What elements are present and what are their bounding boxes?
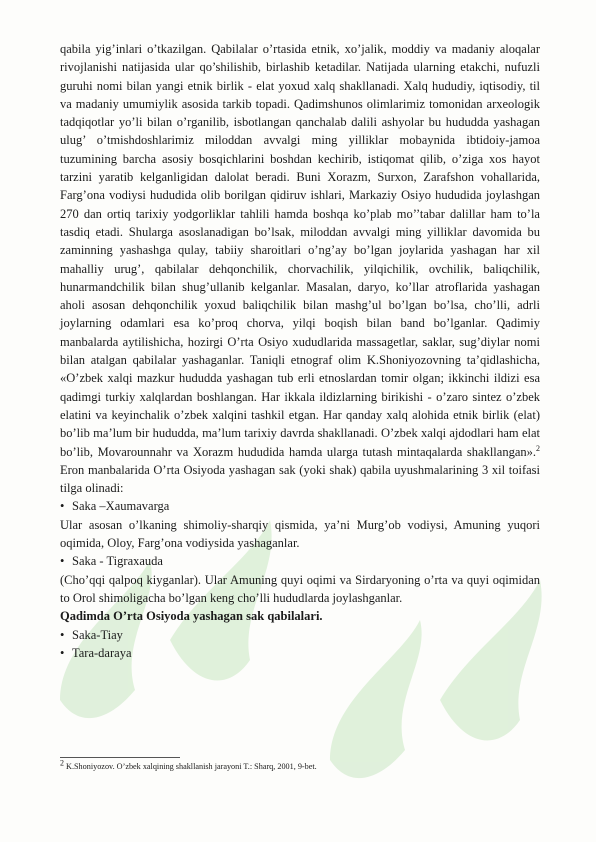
- list-item-text: Tara-daraya: [72, 645, 132, 660]
- paragraph-main-text: qabila yig’inlari o’tkazilgan. Qabilalar o’rtasida etnik, xo’jalik, moddiy va madaniy aloqalar rivojlanishi natijasida ular qo’shilishib, birlashib ketadilar. Natijada ularning etakchi, nufuzli guruhi nomi bilan yangi etnik birlik - elat yoxud xalq shakllanadi. Xalq hududiy, iqtisodiy, til va madaniy umumiylik asosida tarkib topadi. Qadimshunos olimlarimiz tomonidan arxeologik tadqiqotlar yo’li bilan o’rganilib, isbotlangan qanchalab dalili ashyolar bu hududda yashagan ulug’ o’tmishdoshlarimiz miloddan avvalgi ming yilliklar mobaynida ibtidoiy-jamoa tuzumining barcha asosiy bosqichlarini boshdan kechirib, istiqomat qilib, o’ziga xos hayot tarzini yaratib kelganligidan dalolat beradi. Buni Xorazm, Surxon, Zarafshon vohallarida, Farg’ona vodiysi hududida olib borilgan qidiruv ishlari, Markaziy Osiyo hududida joylashgan 270 dan ortiq tarixiy yodgorliklar tahlili hamda boshqa ko’plab mo’’tabar dalillar ham to’la tasdiq etadi. Shularga asoslanadigan bo’lsak, miloddan avvalgi ming yilliklar davomida bu zaminning yashashga qulay, tabiiy sharoitlari o’ng’ay bo’lgan joylarida yashagan har xil mahalliy urug’, qabilalar dehqonchilik, chorvachilik, yilqichilik, ovchilik, baliqchilik, hunarmandchilik bilan shug’ullanib kelganlar. Masalan, daryo, ko’llar atroflarida yashagan aholi asosan dehqonchilik yoxud baliqchilik bilan mashg’ul bo’lgan bo’lsa, cho’lli, adrli joylarning odamlari esa ko’proq chorva, yilqi boqish bilan band bo’lganlar. Qadimiy manbalarda aytilishicha, hozirgi O’rta Osiyo xududlarida massagetlar, saklar, sug’diylar nomi bilan atalgan qabilalar yashaganlar. Taniqli etnograf olim K.Shoniyozovning ta’qidlashicha, «O’zbek xalqi mazkur hududda yashagan tub erli etnoslardan tomir olgan; ikkinchi ildizi esa qadimgi turkiy xalqlardan boshlangan. Har ikkala ildizlarning birikishi - o’zaro sintez o’zbek elatini va keyinchalik o’zbek xalqini tashkil etgan. Har qanday xalq alohida etnik birlik (elat) bo’lib ma’lum bir hududda, ma’lum tarixiy davrda shakllanadi. O’zbek xalqi ajdodlari ham elat bo’lib, Movarounnahr va Xorazm hududida hamda ularga tutash mintaqalarda shakllangan».: [60, 42, 540, 459]
- list-item: [60, 644, 540, 662]
- paragraph-tigraxauda: (Cho’qqi qalpoq kiyganlar). Ular Amuning quyi oqimi va Sirdaryoning o’rta va quyi oqimidan to Orol shimoligacha bo’lgan keng cho’lli hududlarda joylashganlar.: [60, 572, 540, 605]
- list-item-text: Saka - Tigraxauda: [72, 554, 163, 569]
- body-text: [60, 40, 540, 662]
- list-item: [60, 626, 540, 644]
- footnote: [60, 758, 540, 772]
- footnote-ref[interactable]: 2: [536, 443, 540, 453]
- bullet-icon: •: [60, 499, 65, 514]
- bullet-icon: •: [60, 627, 65, 642]
- footnote-text: K.Shoniyozov. O’zbek xalqining shakllanish jarayoni T.: Sharq, 2001, 9-bet.: [64, 762, 317, 771]
- list-item-text: Saka-Tiay: [72, 627, 123, 642]
- bullet-icon: •: [60, 554, 65, 569]
- footnote-number: 2: [60, 758, 64, 768]
- list-item: [60, 497, 540, 515]
- list-item-text: Saka –Xaumavarga: [72, 499, 170, 514]
- bullet-icon: •: [60, 645, 65, 660]
- paragraph-main: [60, 40, 540, 497]
- list-item: [60, 552, 540, 570]
- paragraph-xaumavarga: Ular asosan o’lkaning shimoliy-sharqiy qismida, ya’ni Murg’ob vodiysi, Amuning yuqori oqimida, Oloy, Farg’ona vodiysida yashaganlar.: [60, 517, 540, 551]
- section-heading: Qadimda O’rta Osiyoda yashagan sak qabilalari.: [60, 609, 323, 624]
- footnote-divider: [60, 757, 180, 758]
- paragraph-main-tail: Eron manbalarida O’rta Osiyoda yashagan sak (yoki shak) qabila uyushmalarining 3 xil toifasi tilga olinadi:: [60, 462, 540, 496]
